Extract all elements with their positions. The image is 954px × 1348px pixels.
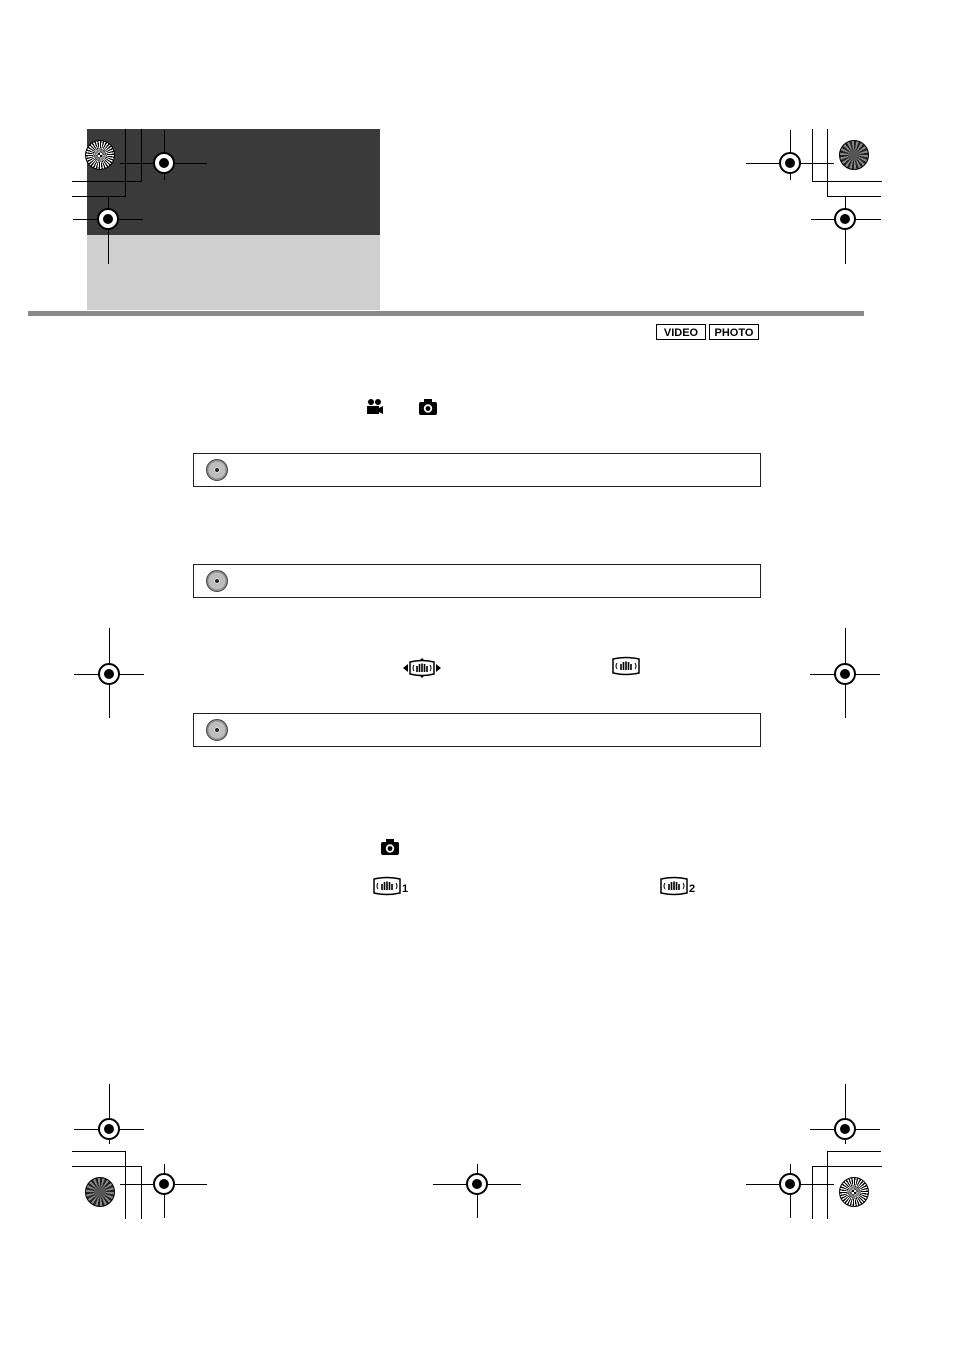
menu-button-icon: [206, 459, 228, 481]
menu-operation-box-1: [193, 453, 761, 487]
registration-mark: [153, 152, 175, 174]
crop-line: [141, 129, 142, 182]
crop-line: [141, 1166, 142, 1219]
registration-mark: [98, 1118, 120, 1140]
ois-adjust-icon: [402, 657, 442, 679]
movie-camera-icon: [366, 398, 384, 416]
video-badge: VIDEO: [656, 324, 706, 340]
crop-line: [812, 1166, 813, 1219]
crop-line: [827, 1151, 881, 1152]
color-target-mark: [85, 140, 115, 170]
registration-mark: [779, 1173, 801, 1195]
header-light-band: [87, 235, 380, 310]
registration-mark: [97, 208, 119, 230]
menu-operation-box-3: [193, 713, 761, 747]
ois-mode2-label: 2: [689, 883, 696, 895]
crop-line: [845, 196, 846, 264]
crop-line: [812, 129, 813, 182]
crop-line: [108, 196, 109, 264]
ois-icon: [612, 656, 640, 676]
crop-line: [72, 1151, 126, 1152]
registration-mark: [834, 208, 856, 230]
color-target-mark: [85, 1177, 115, 1207]
ois-mode1-label: 1: [402, 883, 409, 895]
crop-line: [72, 1166, 142, 1167]
crop-line: [72, 181, 142, 182]
menu-button-icon: [206, 719, 228, 741]
crop-line: [125, 1151, 126, 1219]
crop-line: [812, 1166, 882, 1167]
registration-mark: [834, 663, 856, 685]
menu-operation-box-2: [193, 564, 761, 598]
camera-icon: [418, 398, 438, 416]
registration-mark: [153, 1173, 175, 1195]
camera-icon: [380, 838, 400, 856]
header-rule: [28, 311, 864, 316]
menu-button-icon: [206, 570, 228, 592]
registration-mark: [98, 663, 120, 685]
crop-line: [827, 196, 881, 197]
registration-mark: [779, 152, 801, 174]
ois-mode2-icon: [660, 876, 700, 896]
photo-badge: PHOTO: [709, 324, 759, 340]
registration-mark: [834, 1118, 856, 1140]
crop-line: [72, 196, 126, 197]
color-target-mark: [839, 140, 869, 170]
color-target-mark: [839, 1177, 869, 1207]
crop-line: [827, 1151, 828, 1219]
registration-mark: [466, 1173, 488, 1195]
ois-mode1-icon: [373, 876, 413, 896]
crop-line: [812, 181, 882, 182]
